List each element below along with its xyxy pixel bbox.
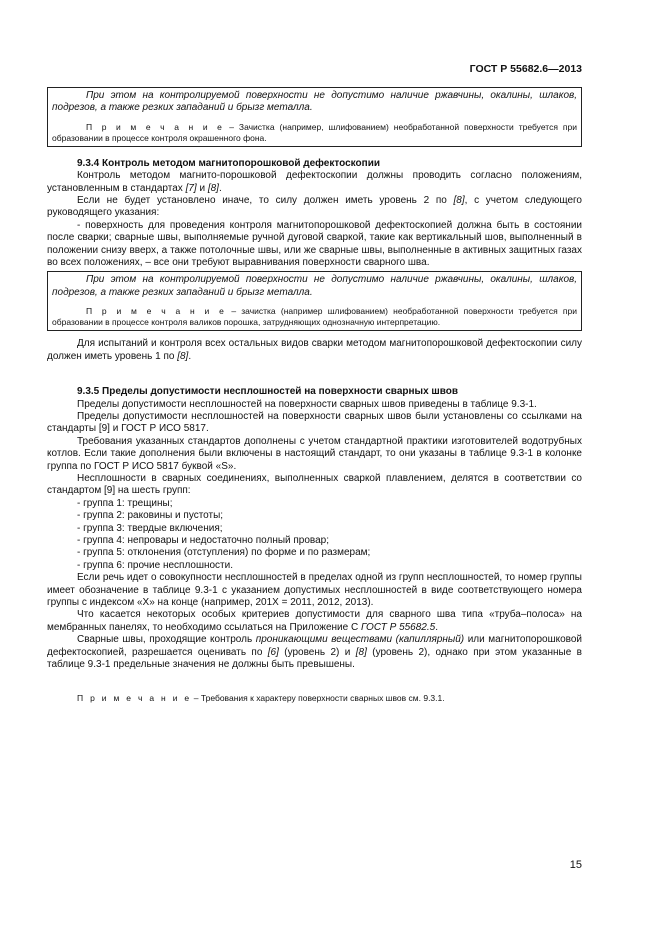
paragraph: Пределы допустимости несплошностей на поверхности сварных швов приведены в таблице 9.3-1.: [77, 398, 537, 410]
note-label: П р и м е ч а н и е: [77, 693, 192, 704]
paragraph: [47, 195, 582, 220]
reference: ГОСТ Р 55682.5: [360, 621, 436, 633]
list-item: - группа 1: трещины;: [77, 497, 173, 509]
paragraph: [47, 609, 582, 634]
boxed-remark-1: [47, 87, 582, 147]
text-run: (уровень 2) и: [278, 646, 356, 658]
section-heading-935: 9.3.5 Пределы допустимости несплошностей на поверхности сварных швов: [77, 386, 459, 398]
list-item: - группа 3: твердые включения;: [77, 522, 223, 534]
note-label: П р и м е ч а н и е: [86, 306, 227, 317]
boxed-note: [52, 122, 577, 144]
text-run: Если не будет установлено иначе, то силу должен иметь уровень 2 по: [77, 195, 454, 207]
text-run: (уровень 2), однако при этом указанные в таблице 9.3-1 предельные значения не должны быть превышены.: [47, 646, 582, 671]
document-id: ГОСТ Р 55682.6—2013: [469, 63, 582, 75]
paragraph: Несплошности в сварных соединениях, выполненных сваркой плавлением, делятся в соответствии со стандартом [9] на шесть групп:: [47, 472, 582, 497]
note-text: – Зачистка (например, шлифованием) необработанной поверхности требуется при образовании в процессе контроля окрашенного фона.: [52, 121, 577, 143]
boxed-remark-text: При этом на контролируемой поверхности не допустимо наличие ржавчины, окалины, шлаков, подрезов, а также резких западаний и брызг металла.: [52, 274, 577, 298]
paragraph: Пределы допустимости несплошностей на поверхности сварных швов были установлены со ссылками на стандарты [9] и ГОСТ Р ИСО 5817.: [47, 410, 582, 435]
paragraph: [47, 170, 582, 195]
text-run: Для испытаний и контроля всех остальных видов сварки методом магнитопорошковой дефектоскопии силу должен иметь уровень 1 по: [47, 338, 582, 362]
reference: [8]: [453, 195, 465, 207]
boxed-note: [52, 306, 577, 328]
paragraph: [47, 338, 582, 363]
boxed-remark-text: При этом на контролируемой поверхности не допустимо наличие ржавчины, окалины, шлаков, подрезов, а также резких западаний и брызг металла.: [52, 90, 577, 114]
paragraph: Если речь идет о совокупности несплошностей в пределах одной из групп несплошностей, то номер группы имеет обозначение в таблице 9.3-1 с указанием допустимых несплошностей в виде соответствующего номера группы с индексом «X» на конце (например, 201X = 2011, 2012, 2013).: [47, 572, 582, 608]
reference: [8]: [355, 646, 367, 658]
list-item: - группа 5: отклонения (отступления) по форме и по размерам;: [77, 547, 371, 559]
note-text: – Требования к характеру поверхности сварных швов см. 9.3.1.: [191, 693, 445, 704]
text-run: или магнитопорошковой дефектоскопией, разрешается оценивать по: [47, 634, 582, 658]
reference: [8]: [177, 350, 189, 362]
text-run: .: [218, 182, 222, 194]
list-item: - группа 2: раковины и пустоты;: [77, 510, 224, 522]
reference: [8]: [207, 182, 219, 194]
text-run: .: [188, 350, 192, 362]
page-number: 15: [569, 859, 582, 871]
section-heading-934: 9.3.4 Контроль методом магнитопорошковой дефектоскопии: [77, 157, 380, 169]
text-run: , с учетом следующего руководящего указания:: [47, 195, 582, 219]
italic-term: проникающими веществами (капиллярный): [255, 634, 465, 646]
text-run: Контроль методом магнито-порошковой дефектоскопии должны проводить согласно положениям, установленным в стандартах: [47, 170, 582, 194]
section-note: [77, 693, 582, 704]
text-run: Сварные швы, проходящие контроль: [77, 634, 256, 646]
note-label: П р и м е ч а н и е: [86, 121, 225, 132]
note-text: – зачистка (например шлифованием) необработанной поверхности требуется при образовании в процессе контроля валиков порошка, затрудняющих однозначную интерпретацию.: [52, 306, 577, 328]
list-item: - группа 4: непровары и недостаточно полный провар;: [77, 534, 330, 546]
list-item: - группа 6: прочие несплошности.: [77, 559, 234, 571]
reference: [7]: [185, 182, 197, 194]
reference: [6]: [267, 646, 279, 658]
text-run: .: [435, 621, 438, 633]
paragraph: [47, 634, 582, 671]
text-run: Что касается некоторых особых критериев допустимости для сварного шва типа «труба–полоса» на мембранных панелях, то необходимо ссылаться на Приложение С: [47, 609, 582, 633]
boxed-remark-2: [47, 271, 582, 331]
page-content: [47, 87, 582, 704]
text-run: и: [196, 182, 208, 194]
paragraph: Требования указанных стандартов дополнены с учетом стандартной практики изготовителей водотрубных котлов. Если такие дополнения были включены в настоящий стандарт, то они указаны в таблице 9.3-1 в колонке группа по ГОСТ Р ИСО 5817 буквой «S».: [47, 435, 582, 472]
bullet-item: - поверхность для проведения контроля магнитопорошковой дефектоскопией должна быть в состоянии после сварки; сварные швы, выполняемые ручной дуговой сваркой, такие как вертикальный шов, выполненный в положении снизу вверх, а также потолочные швы, или же сварные швы, выполненные в активных защитных газах во всех положениях, – все они требуют выравнивания поверхности сварного шва.: [47, 219, 582, 269]
